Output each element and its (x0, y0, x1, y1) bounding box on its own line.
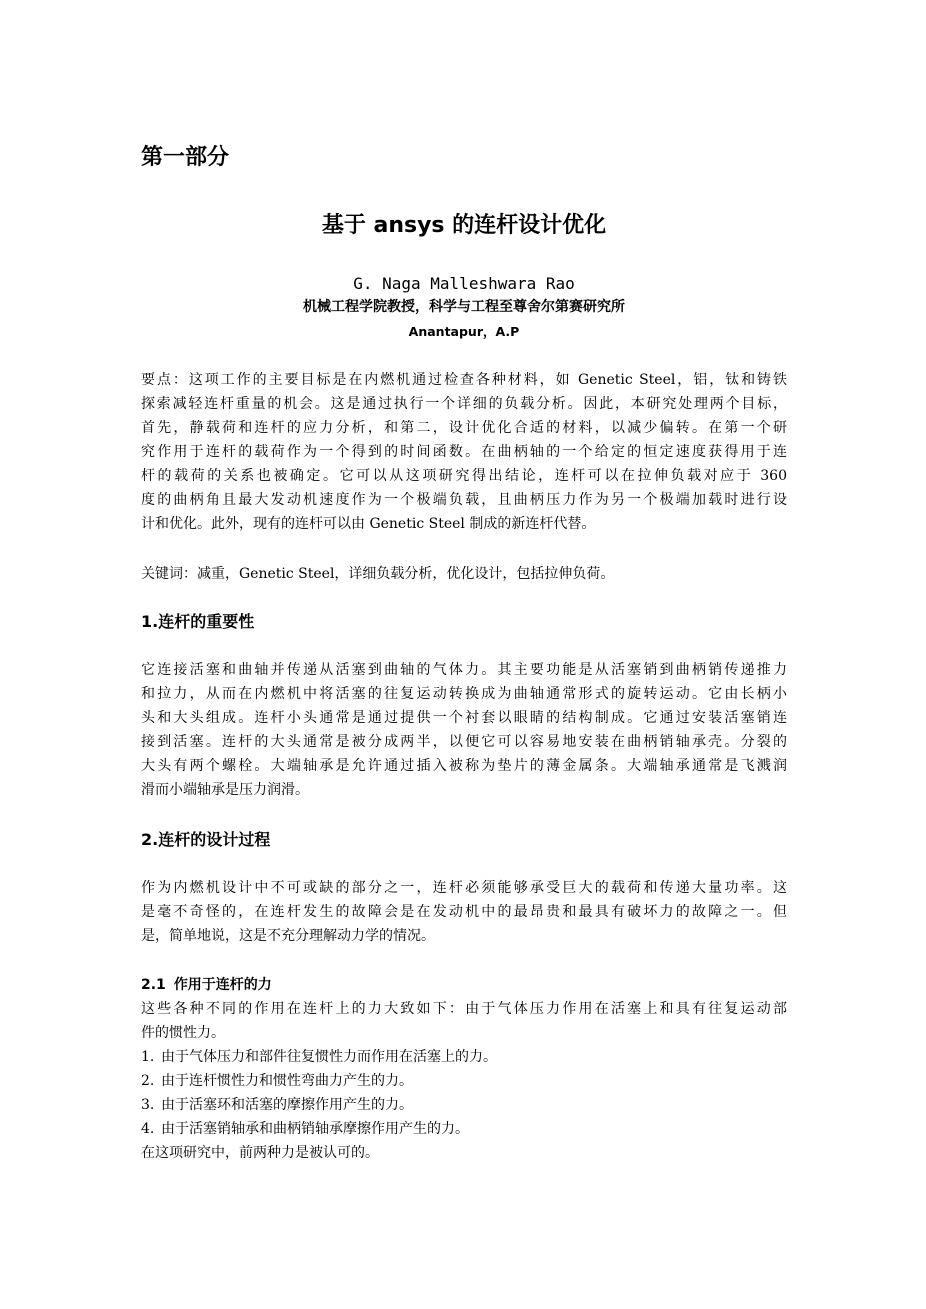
section-1-paragraph (141, 658, 787, 802)
abstract-line: 杆的载荷的关系也被确定。它可以从这项研究得出结论，连杆可以在拉伸负载对应于 360 (141, 468, 787, 484)
paragraph-line: 和拉力，从而在内燃机中将活塞的往复运动转换成为曲轴通常形式的旋转运动。它由长柄小 (141, 686, 787, 702)
author-name: G. Naga Malleshwara Rao (353, 274, 575, 293)
section-2-1-body (141, 997, 787, 1165)
abstract-line: 探索减轻连杆重量的机会。这是通过执行一个详细的负载分析。因此，本研究处理两个目标， (141, 396, 787, 412)
list-item (141, 1117, 787, 1141)
paragraph-line: 接到活塞。连杆的大头通常是被分成两半，以便它可以容易地安装在曲柄销轴承壳。分裂的 (141, 734, 787, 750)
paragraph-line: 在这项研究中，前两种力是被认可的。 (141, 1145, 379, 1161)
list-number: 2. (141, 1073, 155, 1089)
list-item (141, 1045, 787, 1069)
author-affiliation: 机械工程学院教授，科学与工程至尊舍尔第赛研究所 (303, 299, 625, 315)
paragraph-line: 件的惯性力。 (141, 1025, 225, 1041)
abstract-paragraph (141, 368, 787, 536)
abstract-line: 首先，静载荷和连杆的应力分析，和第二，设计优化合适的材料，以减少偏转。在第一个研 (141, 420, 787, 436)
author-location: Anantapur，A.P (408, 324, 520, 339)
paragraph-line: 大头有两个螺栓。大端轴承是允许通过插入被称为垫片的薄金属条。大端轴承通常是飞溅润 (141, 758, 787, 774)
paragraph-line: 滑而小端轴承是压力润滑。 (141, 782, 309, 798)
paper-title: 基于 ansys 的连杆设计优化 (321, 213, 607, 238)
list-text: 由于气体压力和部件往复惯性力而作用在活塞上的力。 (161, 1049, 497, 1065)
part-title: 第一部分 (141, 145, 230, 170)
keywords (141, 562, 787, 586)
section-2-heading: 2.连杆的设计过程 (141, 830, 271, 849)
list-text: 由于活塞环和活塞的摩擦作用产生的力。 (161, 1097, 413, 1113)
paragraph-line: 是，简单地说，这是不充分理解动力学的情况。 (141, 928, 435, 944)
list-item (141, 1093, 787, 1117)
section-1-heading: 1.连杆的重要性 (141, 612, 255, 631)
list-number: 3. (141, 1097, 155, 1113)
section-2-1-heading (141, 973, 272, 997)
paragraph-line: 头和大头组成。连杆小头通常是通过提供一个衬套以眼睛的结构制成。它通过安装活塞销连 (141, 710, 787, 726)
abstract-line: 要点：这项工作的主要目标是在内燃机通过检查各种材料，如 Genetic Steel，铝，钛和铸铁 (141, 372, 787, 388)
paragraph-line: 这些各种不同的作用在连杆上的力大致如下：由于气体压力作用在活塞上和具有往复运动部 (141, 1001, 787, 1017)
list-number: 1. (141, 1049, 155, 1065)
abstract-line: 度的曲柄角且最大发动机速度作为一个极端负载，且曲柄压力作为另一个极端加载时进行设 (141, 492, 787, 508)
keywords-line: 关键词：减重，Genetic Steel，详细负载分析，优化设计，包括拉伸负荷。 (141, 566, 615, 582)
section-number: 2.1 (141, 977, 166, 993)
paragraph-line: 作为内燃机设计中不可或缺的部分之一，连杆必须能够承受巨大的载荷和传递大量功率。这 (141, 880, 787, 896)
paragraph-line: 是毫不奇怪的，在连杆发生的故障会是在发动机中的最昂贵和最具有破坏力的故障之一。但 (141, 904, 787, 920)
section-title: 作用于连杆的力 (173, 977, 272, 993)
section-2-paragraph (141, 876, 787, 948)
list-text: 由于活塞销轴承和曲柄销轴承摩擦作用产生的力。 (161, 1121, 469, 1137)
list-text: 由于连杆惯性力和惯性弯曲力产生的力。 (161, 1073, 413, 1089)
list-item (141, 1069, 787, 1093)
list-number: 4. (141, 1121, 155, 1137)
paragraph-line: 它连接活塞和曲轴并传递从活塞到曲轴的气体力。其主要功能是从活塞销到曲柄销传递推力 (141, 662, 787, 678)
abstract-line: 究作用于连杆的载荷作为一个得到的时间函数。在曲柄轴的一个给定的恒定速度获得用于连 (141, 444, 787, 460)
abstract-line: 计和优化。此外，现有的连杆可以由 Genetic Steel 制成的新连杆代替。 (141, 516, 596, 532)
